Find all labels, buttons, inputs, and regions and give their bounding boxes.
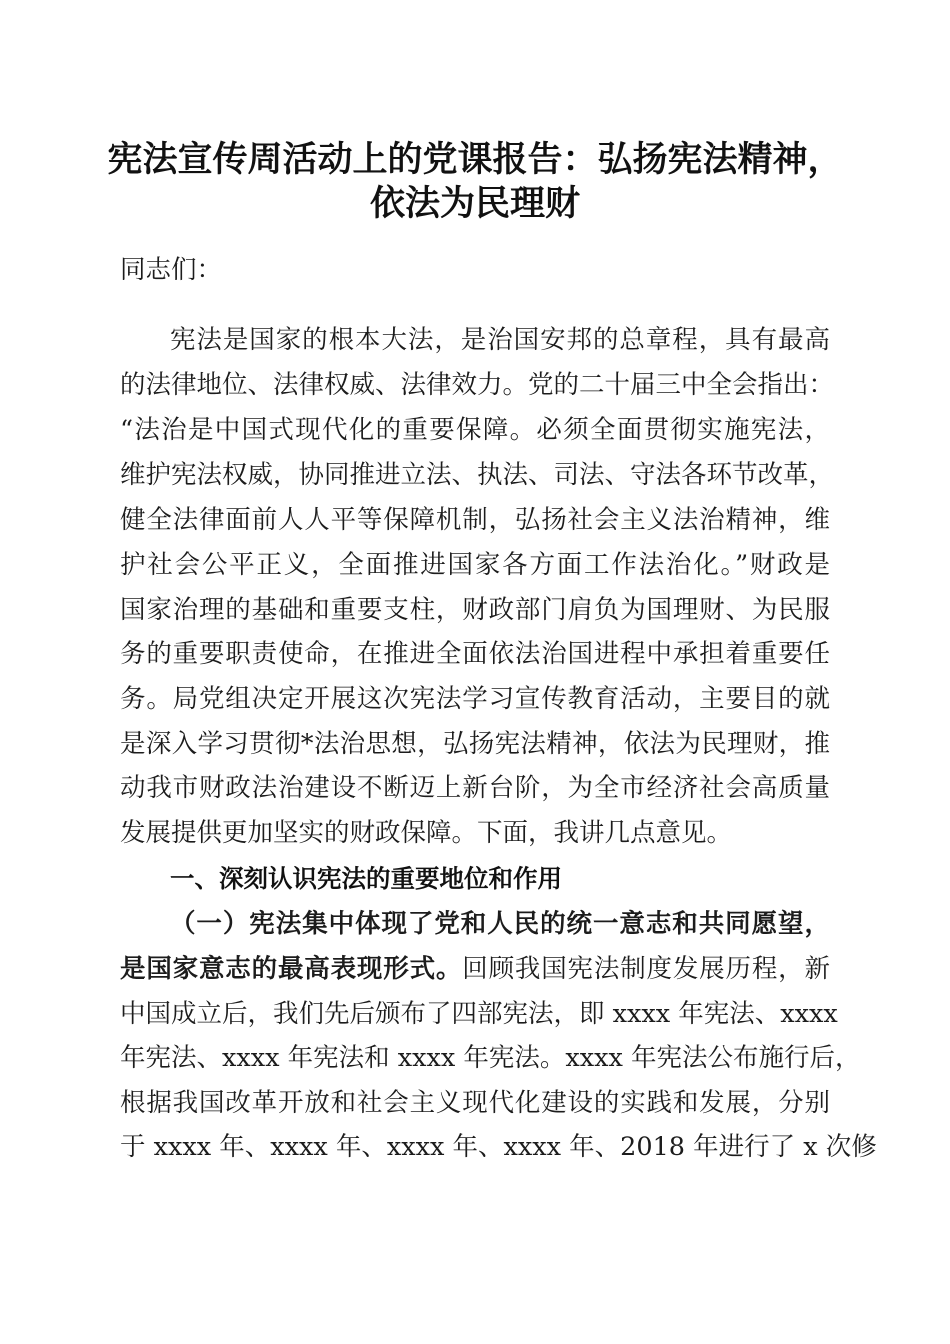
paragraph-2-line: 年宪法、xxxx 年宪法和 xxxx 年宪法。xxxx 年宪法公布施行后， <box>120 1043 861 1073</box>
paragraph-1-line: 务的重要职责使命，在推进全面依法治国进程中承担着重要任 <box>120 639 830 669</box>
paragraph-1-line: 健全法律面前人人平等保障机制，弘扬社会主义法治精神，维 <box>120 505 830 535</box>
subsection-1-title: （一）宪法集中体现了党和人民的统一意志和共同愿望， <box>170 909 830 939</box>
paragraph-1-line: 动我市财政法治建设不断迈上新台阶，为全市经济社会高质量 <box>120 773 830 803</box>
subsection-1-title-continued: 是国家意志的最高表现形式。 <box>120 954 463 984</box>
paragraph-1-line: 的法律地位、法律权威、法律效力。党的二十届三中全会指出： <box>120 370 835 400</box>
paragraph-1-line: 国家治理的基础和重要支柱，财政部门肩负为国理财、为民服 <box>120 595 830 625</box>
paragraph-2-text: 回顾我国宪法制度发展历程，新 <box>462 954 830 984</box>
paragraph-1-line: 务。局党组决定开展这次宪法学习宣传教育活动，主要目的就 <box>120 684 830 714</box>
paragraph-2-line: 于 xxxx 年、xxxx 年、xxxx 年、xxxx 年、2018 年进行了 x 次修 <box>120 1132 877 1162</box>
paragraph-2-line: 根据我国改革开放和社会主义现代化建设的实践和发展，分别 <box>120 1088 830 1118</box>
document-title-line-1: 宪法宣传周活动上的党课报告：弘扬宪法精神， <box>107 139 843 180</box>
paragraph-2-line: 中国成立后，我们先后颁布了四部宪法，即 xxxx 年宪法、xxxx <box>120 999 838 1029</box>
section-1-heading: 一、深刻认识宪法的重要地位和作用 <box>170 864 562 893</box>
paragraph-1-line: 维护宪法权威，协同推进立法、执法、司法、守法各环节改革， <box>120 460 835 490</box>
greeting: 同志们： <box>120 255 223 285</box>
paragraph-1-line: 护社会公平正义，全面推进国家各方面工作法治化。”财政是 <box>120 550 830 580</box>
paragraph-1-line: 宪法是国家的根本大法，是治国安邦的总章程，具有最高 <box>170 325 830 355</box>
paragraph-1-line: “法治是中国式现代化的重要保障。必须全面贯彻实施宪法， <box>120 415 830 445</box>
paragraph-1-line: 是深入学习贯彻*法治思想，弘扬宪法精神，依法为民理财，推 <box>120 729 830 759</box>
paragraph-2-line <box>120 947 830 992</box>
paragraph-1-line: 发展提供更加坚实的财政保障。下面，我讲几点意见。 <box>120 818 733 848</box>
document-title-line-2: 依法为民理财 <box>369 183 580 224</box>
